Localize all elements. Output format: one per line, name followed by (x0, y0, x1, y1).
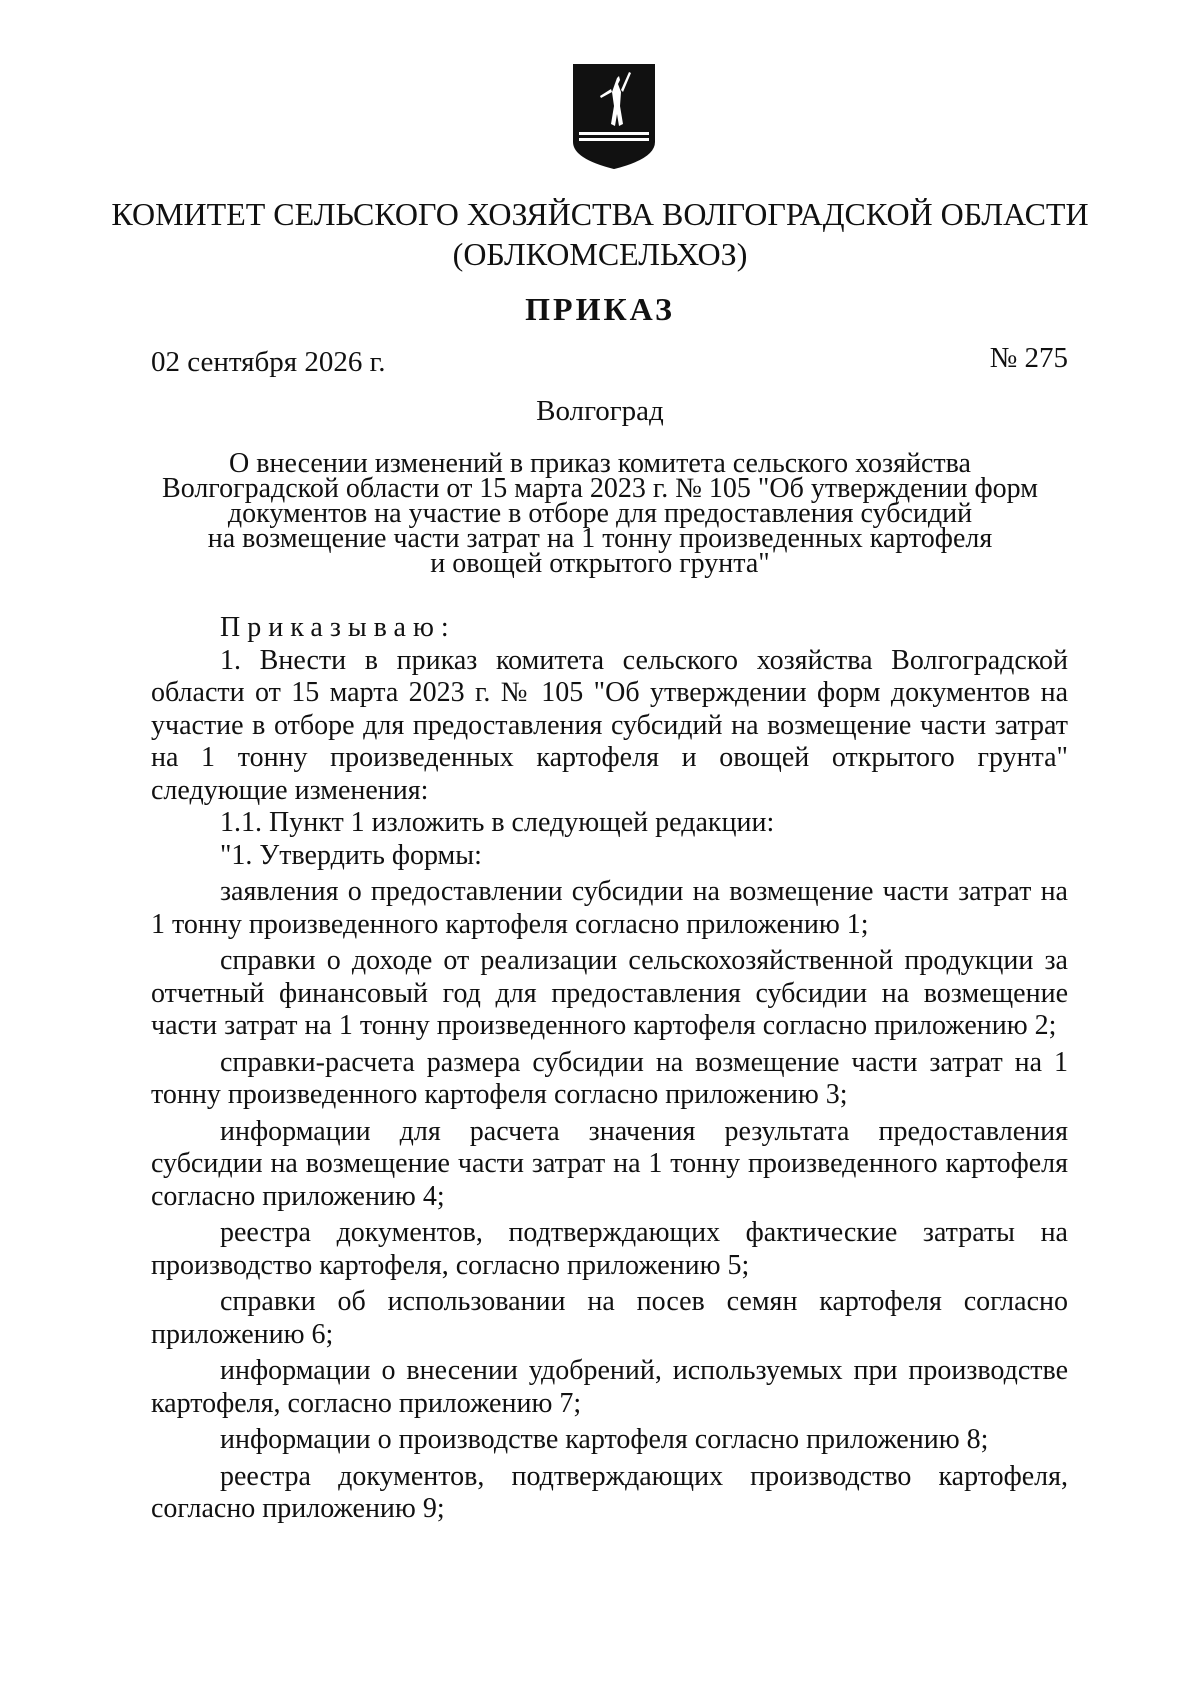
body-paragraph: информации о внесении удобрений, используемых при производстве картофеля, согласно приложению 7; (151, 1355, 1068, 1419)
coat-of-arms-graphic (571, 62, 657, 170)
body-paragraph: 1.1. Пункт 1 изложить в следующей редакции: (220, 807, 775, 838)
body-paragraph: реестра документов, подтверждающих фактические затраты на производство картофеля, согласно приложению 5; (151, 1217, 1068, 1281)
document-city: Волгоград (536, 395, 664, 427)
order-word: Приказываю: (220, 612, 456, 643)
subject-line: О внесении изменений в приказ комитета сельского хозяйства (229, 448, 971, 479)
body-paragraph: справки об использовании на посев семян картофеля согласно приложению 6; (151, 1286, 1068, 1350)
coat-of-arms-icon (571, 62, 657, 170)
document-body (151, 612, 1068, 1526)
body-paragraph: справки о доходе от реализации сельскохозяйственной продукции за отчетный финансовый год для предоставления субсидии на возмещение части затрат на 1 тонну произведенного картофеля согласно приложению 2; (151, 945, 1068, 1041)
body-paragraph: заявления о предоставлении субсидии на возмещение части затрат на 1 тонну произведенного картофеля согласно приложению 1; (151, 876, 1068, 940)
document-subject (0, 448, 1200, 579)
organization-name-line1: КОМИТЕТ СЕЛЬСКОГО ХОЗЯЙСТВА ВОЛГОГРАДСКОЙ ОБЛАСТИ (111, 196, 1089, 232)
body-paragraph: справки-расчета размера субсидии на возмещение части затрат на 1 тонну произведенного картофеля согласно приложению 3; (151, 1046, 1068, 1110)
body-paragraph: информации о производстве картофеля согласно приложению 8; (220, 1424, 989, 1455)
document-date: 02 сентября 2026 г. (151, 346, 386, 378)
document-number: № 275 (989, 342, 1068, 374)
body-paragraph: информации для расчета значения результата предоставления субсидии на возмещение части затрат на 1 тонну произведенного картофеля согласно приложению 4; (151, 1115, 1068, 1212)
organization-name-line2: (ОБЛКОМСЕЛЬХОЗ) (452, 236, 748, 272)
body-paragraph: реестра документов, подтверждающих производство картофеля, согласно приложению 9; (151, 1460, 1068, 1524)
document-type-title: ПРИКАЗ (525, 291, 675, 327)
body-paragraph: 1. Внести в приказ комитета сельского хозяйства Волгоградской области от 15 марта 2023 г. № 105 "Об утверждении форм документов на участие в отборе для предоставления субсидий на возмещение части затрат на 1 тонну произведенных картофеля и овощей открытого грунта" следующие изменения: (151, 644, 1068, 806)
subject-line: на возмещение части затрат на 1 тонну произведенных картофеля (207, 523, 993, 554)
subject-line: документов на участие в отборе для предоставления субсидий (227, 498, 973, 529)
subject-line: Волгоградской области от 15 марта 2023 г. № 105 "Об утверждении форм (162, 473, 1038, 504)
body-paragraph: "1. Утвердить формы: (220, 839, 482, 871)
subject-line: и овощей открытого грунта" (430, 548, 770, 579)
